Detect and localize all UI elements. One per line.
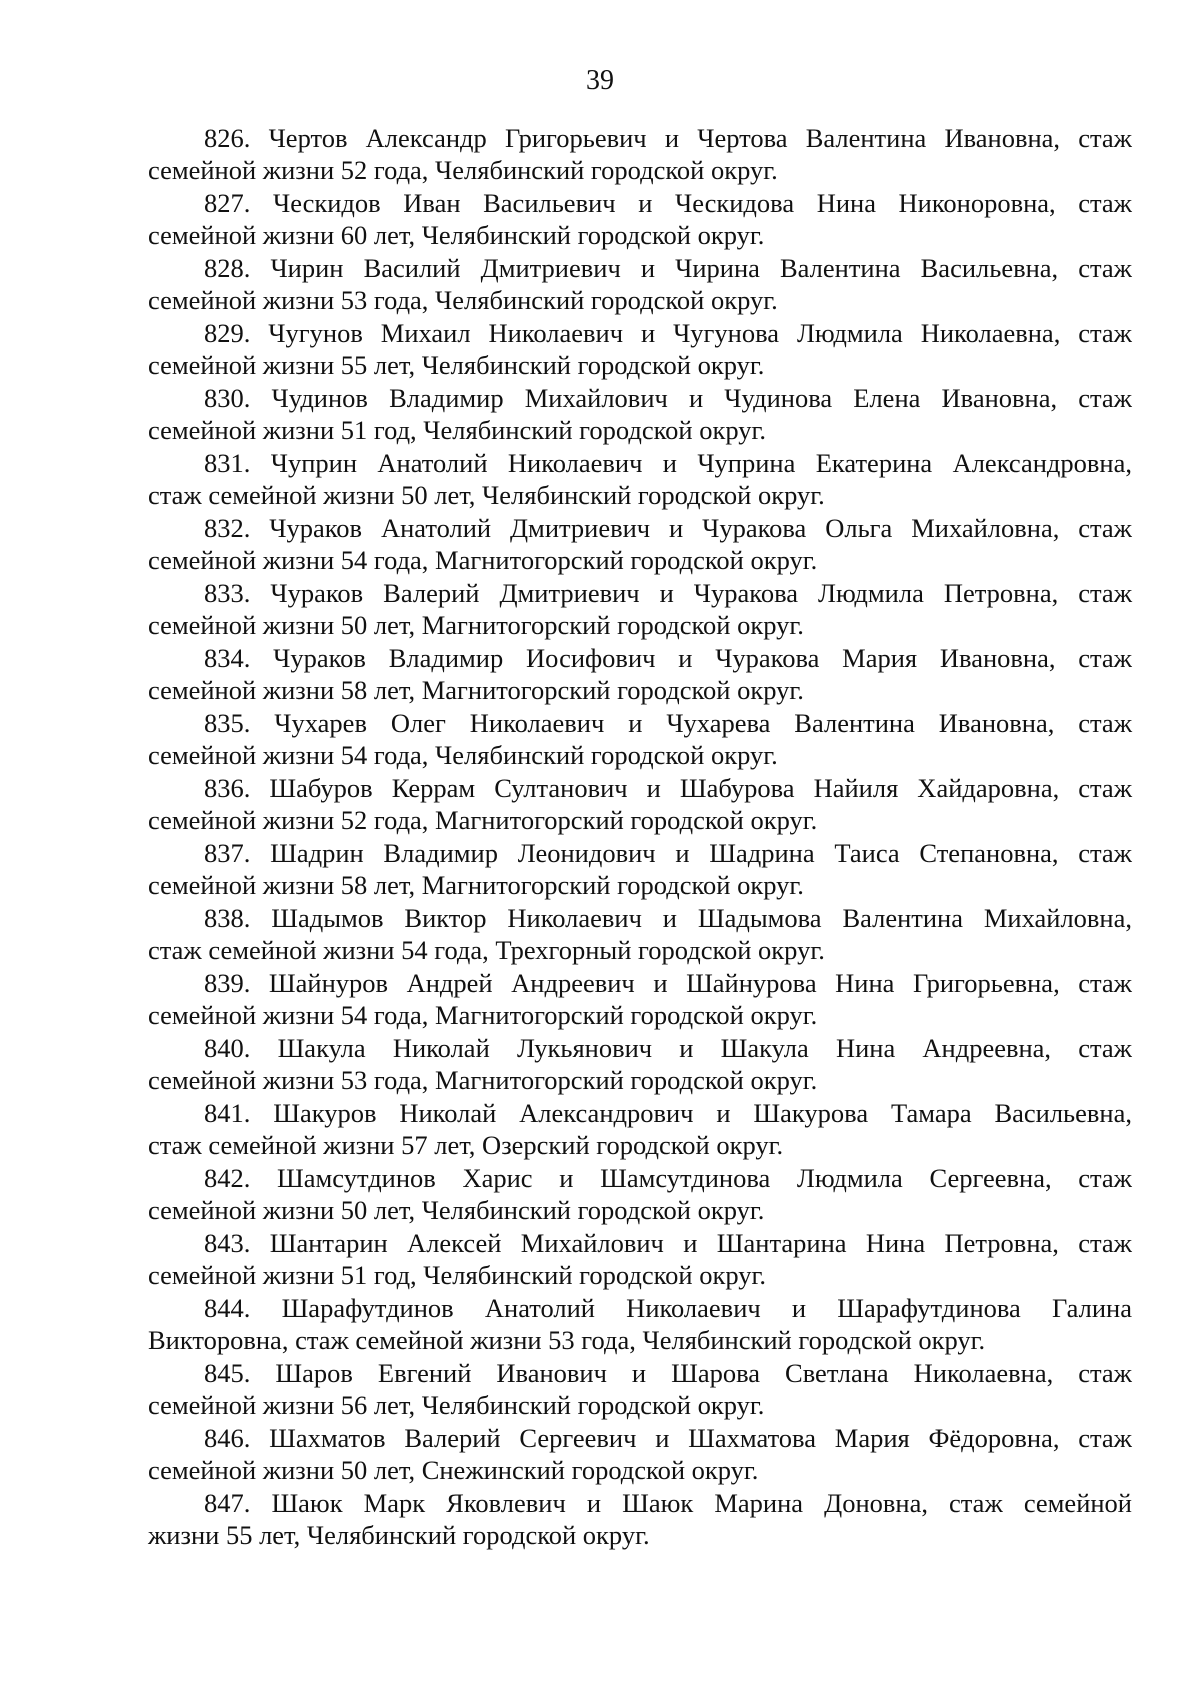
- page-number: 39: [586, 65, 614, 96]
- list-item: [148, 1032, 1132, 1097]
- list-item: [148, 577, 1132, 642]
- list-item-line-2: семейной жизни 54 года, Челябинский городской округ.: [148, 740, 778, 770]
- list-item-line-1: 831. Чуприн Анатолий Николаевич и Чуприна Екатерина Александровна,: [204, 448, 1132, 478]
- list-item-line-1: 827. Ческидов Иван Васильевич и Ческидова Нина Никоноровна, стаж: [204, 188, 1132, 218]
- list-item-line-2: семейной жизни 55 лет, Челябинский городской округ.: [148, 350, 765, 380]
- list-item-line-2: семейной жизни 58 лет, Магнитогорский городской округ.: [148, 675, 804, 705]
- list-item-line-2: семейной жизни 51 год, Челябинский городской округ.: [148, 1260, 766, 1290]
- list-item-line-1: 833. Чураков Валерий Дмитриевич и Чуракова Людмила Петровна, стаж: [204, 578, 1132, 608]
- list-item: [148, 1097, 1132, 1162]
- list-item-line-1: 843. Шантарин Алексей Михайлович и Шантарина Нина Петровна, стаж: [204, 1228, 1132, 1258]
- list-item-line-1: 846. Шахматов Валерий Сергеевич и Шахматова Мария Фёдоровна, стаж: [204, 1423, 1132, 1453]
- award-list: [148, 122, 1132, 1552]
- list-item-line-1: 830. Чудинов Владимир Михайлович и Чудинова Елена Ивановна, стаж: [204, 383, 1132, 413]
- list-item: [148, 122, 1132, 187]
- list-item: [148, 707, 1132, 772]
- list-item-line-2: семейной жизни 50 лет, Магнитогорский городской округ.: [148, 610, 804, 640]
- list-item-line-1: 835. Чухарев Олег Николаевич и Чухарева Валентина Ивановна, стаж: [204, 708, 1132, 738]
- list-item-line-2: семейной жизни 50 лет, Снежинский городской округ.: [148, 1455, 759, 1485]
- list-item: [148, 447, 1132, 512]
- list-item-line-2: семейной жизни 50 лет, Челябинский городской округ.: [148, 1195, 765, 1225]
- list-item: [148, 187, 1132, 252]
- list-item-line-1: 828. Чирин Василий Дмитриевич и Чирина Валентина Васильевна, стаж: [204, 253, 1132, 283]
- list-item-line-2: семейной жизни 60 лет, Челябинский городской округ.: [148, 220, 765, 250]
- list-item-line-2: семейной жизни 58 лет, Магнитогорский городской округ.: [148, 870, 804, 900]
- list-item: [148, 1357, 1132, 1422]
- list-item-line-1: 829. Чугунов Михаил Николаевич и Чугунова Людмила Николаевна, стаж: [204, 318, 1132, 348]
- list-item-line-2: семейной жизни 54 года, Магнитогорский городской округ.: [148, 1000, 818, 1030]
- list-item: [148, 1422, 1132, 1487]
- list-item-line-1: 842. Шамсутдинов Харис и Шамсутдинова Людмила Сергеевна, стаж: [204, 1163, 1132, 1193]
- list-item-line-2: семейной жизни 52 года, Челябинский городской округ.: [148, 155, 778, 185]
- list-item-line-1: 847. Шаюк Марк Яковлевич и Шаюк Марина Доновна, стаж семейной: [204, 1488, 1132, 1518]
- list-item-line-2: стаж семейной жизни 50 лет, Челябинский городской округ.: [148, 480, 825, 510]
- list-item: [148, 1487, 1132, 1552]
- list-item-line-1: 845. Шаров Евгений Иванович и Шарова Светлана Николаевна, стаж: [204, 1358, 1132, 1388]
- list-item-line-1: 841. Шакуров Николай Александрович и Шакурова Тамара Васильевна,: [204, 1098, 1132, 1128]
- list-item: [148, 772, 1132, 837]
- list-item-line-2: Викторовна, стаж семейной жизни 53 года, Челябинский городской округ.: [148, 1325, 986, 1355]
- list-item-line-2: семейной жизни 54 года, Магнитогорский городской округ.: [148, 545, 818, 575]
- list-item-line-1: 838. Шадымов Виктор Николаевич и Шадымова Валентина Михайловна,: [204, 903, 1132, 933]
- list-item-line-2: стаж семейной жизни 54 года, Трехгорный городской округ.: [148, 935, 825, 965]
- list-item-line-1: 834. Чураков Владимир Иосифович и Чуракова Мария Ивановна, стаж: [204, 643, 1132, 673]
- list-item-line-2: стаж семейной жизни 57 лет, Озерский городской округ.: [148, 1130, 784, 1160]
- list-item: [148, 1227, 1132, 1292]
- list-item: [148, 252, 1132, 317]
- list-item-line-2: семейной жизни 53 года, Магнитогорский городской округ.: [148, 1065, 818, 1095]
- list-item: [148, 1292, 1132, 1357]
- list-item: [148, 902, 1132, 967]
- list-item-line-2: семейной жизни 52 года, Магнитогорский городской округ.: [148, 805, 818, 835]
- list-item-line-2: семейной жизни 56 лет, Челябинский городской округ.: [148, 1390, 765, 1420]
- list-item: [148, 1162, 1132, 1227]
- list-item: [148, 382, 1132, 447]
- list-item-line-1: 844. Шарафутдинов Анатолий Николаевич и Шарафутдинова Галина: [204, 1293, 1132, 1323]
- list-item-line-2: жизни 55 лет, Челябинский городской округ.: [148, 1520, 650, 1550]
- list-item-line-2: семейной жизни 51 год, Челябинский городской округ.: [148, 415, 766, 445]
- list-item: [148, 837, 1132, 902]
- list-item-line-1: 836. Шабуров Керрам Султанович и Шабурова Найиля Хайдаровна, стаж: [204, 773, 1132, 803]
- list-item-line-1: 832. Чураков Анатолий Дмитриевич и Чуракова Ольга Михайловна, стаж: [204, 513, 1132, 543]
- list-item: [148, 967, 1132, 1032]
- list-item-line-1: 840. Шакула Николай Лукьянович и Шакула Нина Андреевна, стаж: [204, 1033, 1132, 1063]
- list-item-line-1: 837. Шадрин Владимир Леонидович и Шадрина Таиса Степановна, стаж: [204, 838, 1132, 868]
- list-item: [148, 317, 1132, 382]
- list-item-line-2: семейной жизни 53 года, Челябинский городской округ.: [148, 285, 778, 315]
- list-item: [148, 642, 1132, 707]
- list-item: [148, 512, 1132, 577]
- list-item-line-1: 839. Шайнуров Андрей Андреевич и Шайнурова Нина Григорьевна, стаж: [204, 968, 1132, 998]
- list-item-line-1: 826. Чертов Александр Григорьевич и Чертова Валентина Ивановна, стаж: [204, 123, 1132, 153]
